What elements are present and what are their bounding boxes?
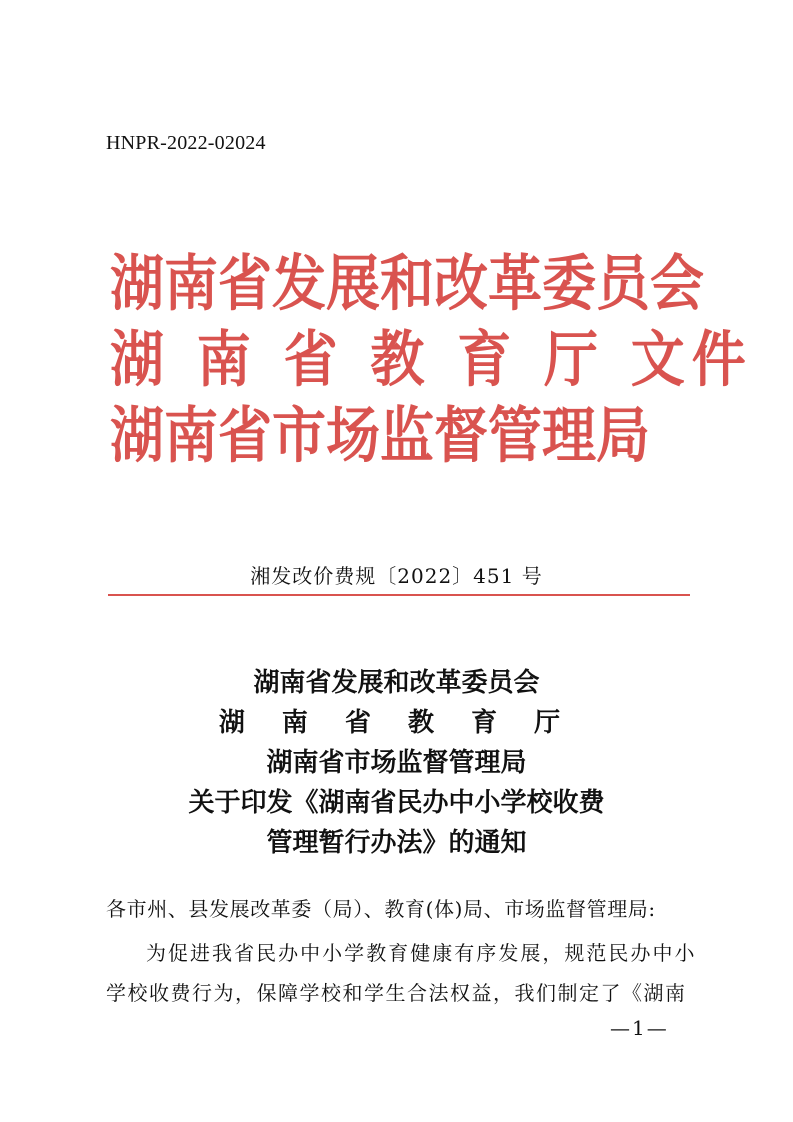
issuing-authorities-header [110,246,753,474]
document-title [0,663,793,863]
issuer-line-1: 湖南省发展和改革委员会 [110,248,704,319]
title-line-2: 湖 南 省 教 育 厅 [218,708,575,738]
title-line-4: 关于印发《湖南省民办中小学校收费 [188,788,605,818]
salutation: 各市州、县发展改革委（局）、教育(体)局、市场监督管理局: [106,897,656,921]
document-number: 湘发改价费规〔2022〕451 号 [250,564,543,588]
red-divider-line [108,594,690,596]
page-number: —1— [610,1016,669,1040]
title-line-5: 管理暂行办法》的通知 [266,828,527,858]
body-paragraph: 为促进我省民办中小学教育健康有序发展，规范民办中小学校收费行为，保障学校和学生合法权益，我们制定了《湖南 [106,941,696,1005]
issuer-line-3: 湖南省市场监督管理局 [110,400,650,471]
title-line-3: 湖南省市场监督管理局 [266,748,527,778]
title-line-1: 湖南省发展和改革委员会 [253,668,540,698]
issuer-line-2: 湖 南 省 教 育 厅 文件 [110,324,753,395]
document-id: HNPR-2022-02024 [106,132,266,154]
